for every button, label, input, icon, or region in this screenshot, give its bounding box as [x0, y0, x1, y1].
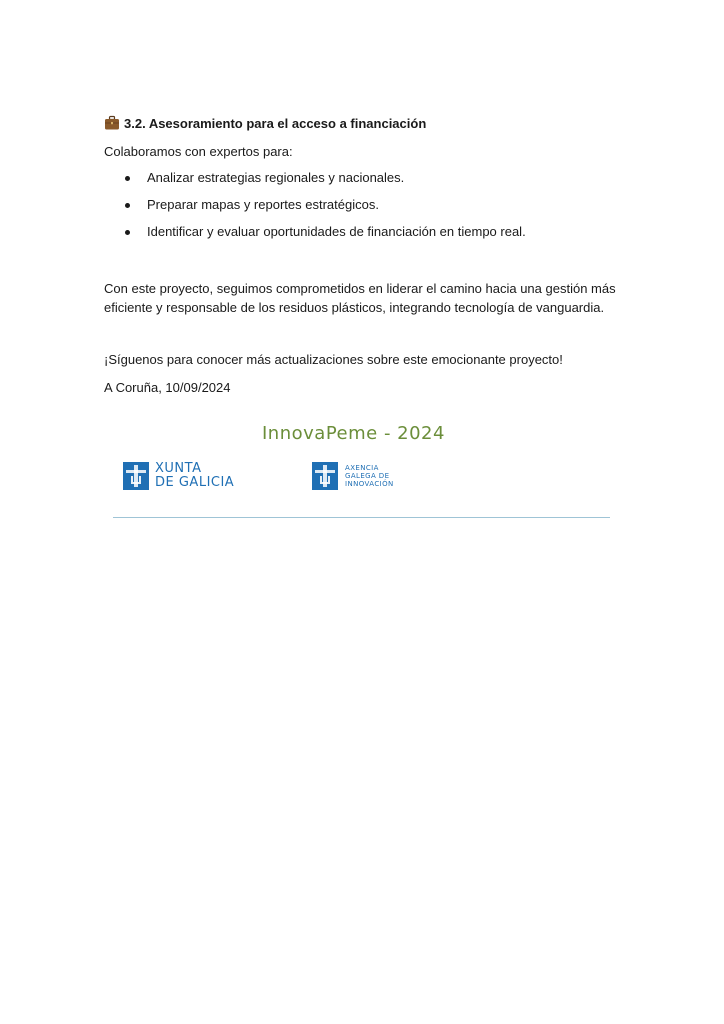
- bullet-icon: [125, 230, 130, 235]
- list-item: [104, 170, 526, 197]
- list-item-text: Preparar mapas y reportes estratégicos.: [147, 197, 379, 212]
- xunta-wordmark: XUNTA DE GALICIA: [155, 461, 235, 490]
- xunta-logo: [123, 462, 234, 490]
- closing-paragraph: Con este proyecto, seguimos comprometidos en liderar el camino hacia una gestión más eficiente y responsable de los residuos plásticos, integrando tecnología de vanguardia.: [104, 281, 616, 315]
- bullet-icon: [125, 176, 130, 181]
- section-heading: [104, 115, 426, 131]
- galicia-crest-icon: [312, 462, 338, 490]
- list-item-text: Identificar y evaluar oportunidades de financiación en tiempo real.: [147, 224, 526, 239]
- list-item: [104, 224, 526, 251]
- axencia-logo: [312, 462, 394, 490]
- briefcase-icon: [104, 115, 120, 131]
- list-item: [104, 197, 526, 224]
- galicia-crest-icon: [123, 462, 149, 490]
- list-item-text: Analizar estrategias regionales y nacionales.: [147, 170, 405, 185]
- footer-divider: [113, 517, 610, 518]
- date-line: A Coruña, 10/09/2024: [104, 380, 231, 395]
- program-title: InnovaPeme - 2024: [262, 423, 445, 444]
- bullet-list: [104, 170, 526, 251]
- axencia-wordmark: AXENCIA GALEGA DE INNOVACIÓN: [345, 464, 394, 488]
- follow-text: ¡Síguenos para conocer más actualizaciones sobre este emocionante proyecto!: [104, 352, 563, 367]
- bullet-icon: [125, 203, 130, 208]
- intro-text: Colaboramos con expertos para:: [104, 144, 293, 159]
- section-heading-text: 3.2. Asesoramiento para el acceso a financiación: [124, 115, 427, 131]
